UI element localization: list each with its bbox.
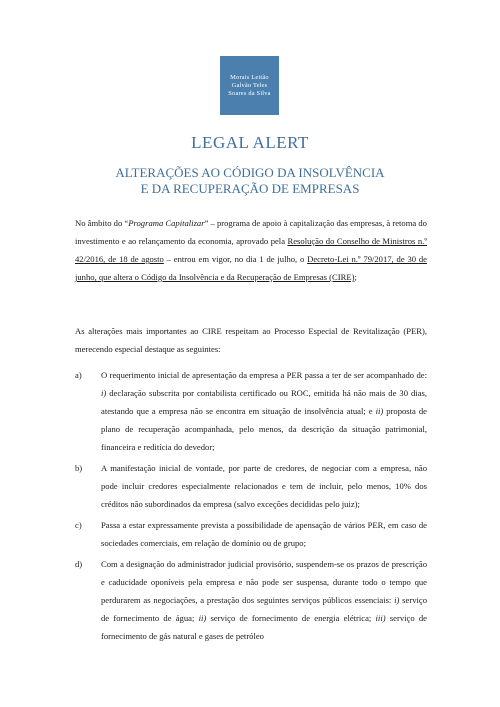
intro-text-2: ” – programa de apoio à capitalização das empresas, à retoma do investimento e ao relançamento da economia, aprovado pela	[75, 218, 427, 246]
resolution-link[interactable]: Resolução do Conselho de Ministros n.º 42/2016, de 18 de agosto	[75, 236, 427, 264]
list-item	[75, 459, 427, 513]
item-d-roman-1: i)	[394, 595, 400, 605]
item-a-roman-1: i)	[101, 388, 107, 398]
firm-logo	[220, 56, 279, 115]
list-marker: d)	[75, 559, 83, 569]
document-subtitle	[0, 165, 500, 197]
item-b-text: A manifestação inicial de vontade, por parte de credores, de negociar com a empresa, não pode incluir credores especialmente relacionados e tem de incluir, pelo menos, 10% dos créditos não subordinados da empresa (salvo exceções decididas pelo juiz);	[101, 463, 427, 509]
list-marker: c)	[75, 520, 82, 530]
item-d-text-1: Com a designação do administrador judicial provisório, suspendem-se os prazos de prescrição e caducidade oponíveis pela empresa e não pode ser suspensa, durante todo o tempo que perdurarem as negociações, a prestação dos seguintes serviços públicos essenciais:	[101, 559, 427, 605]
intro-text-4: ;	[354, 272, 357, 282]
list-marker: b)	[75, 463, 83, 473]
item-d-roman-3: iii)	[375, 613, 386, 623]
intro-text-3: – entrou em vigor, no dia 1 de julho, o	[163, 254, 308, 264]
list-marker: a)	[75, 370, 82, 380]
item-c-text: Passa a estar expressamente prevista a possibilidade de apensação de vários PER, em caso de sociedades comerciais, em relação de domínio ou de grupo;	[101, 520, 427, 548]
changes-intro-paragraph: As alterações mais importantes ao CIRE respeitam ao Processo Especial de Revitalização (PER), merecendo especial destaque as seguintes:	[75, 326, 427, 354]
item-d-text-3: serviço de fornecimento de energia elétrica;	[206, 613, 376, 623]
changes-list	[75, 366, 427, 648]
item-a-text-1: O requerimento inicial de apresentação da empresa a PER passa a ter de ser acompanhado de:	[101, 370, 427, 380]
item-a-roman-2: ii)	[375, 406, 384, 416]
program-name: Programa Capitalizar	[128, 218, 205, 228]
document-title: LEGAL ALERT	[191, 133, 309, 152]
item-a-text-2: declaração subscrita por contabilista certificado ou ROC, emitida há não mais de 30 dias, atestando que a empresa não se encontra em situação de insolvência atual; e	[101, 388, 427, 416]
decree-law-link[interactable]: Decreto-Lei n.º 79/2017, de 30 de junho, que altera o Código da Insolvência e da Recuperação de Empresas (CIRE)	[75, 254, 427, 282]
subtitle-line-2: E DA RECUPERAÇÃO DE EMPRESAS	[140, 181, 360, 196]
intro-text-1: No âmbito do “	[75, 218, 129, 228]
logo-line-3: Soares da Silva	[228, 89, 271, 97]
list-item	[75, 555, 427, 645]
intro-paragraph	[75, 214, 427, 286]
list-item	[75, 366, 427, 456]
item-d-text-2: serviço de fornecimento de água;	[101, 595, 427, 623]
item-a-text-3: proposta de plano de recuperação acompanhada, pelo menos, da descrição da situação patrimonial, financeira e reditícia do devedor;	[101, 406, 427, 452]
item-d-roman-2: ii)	[198, 613, 207, 623]
item-d-text-4: serviço de fornecimento de gás natural e gases de petróleo	[101, 613, 427, 641]
logo-line-2: Galvão Teles	[231, 81, 268, 89]
logo-line-1: Morais Leitão	[230, 73, 269, 81]
list-item	[75, 516, 427, 552]
subtitle-line-1: ALTERAÇÕES AO CÓDIGO DA INSOLVÊNCIA	[115, 165, 385, 180]
